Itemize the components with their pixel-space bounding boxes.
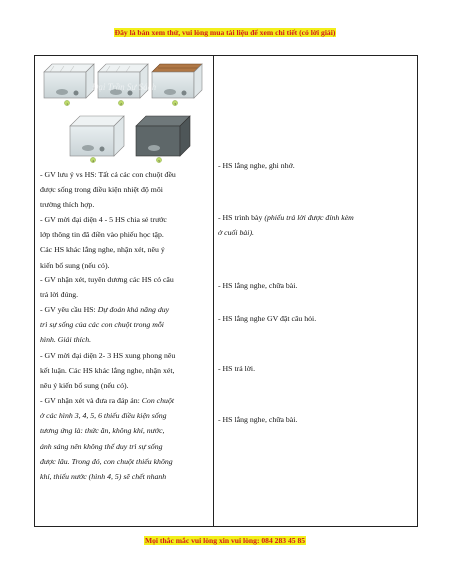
teacher-praise-paragraph — [40, 272, 208, 302]
text-line — [40, 454, 208, 469]
student-response-question: - HS lắng nghe GV đặt câu hỏi. — [218, 314, 317, 323]
teacher-conclusion-paragraph — [40, 348, 208, 394]
text-line: - GV lưu ý vs HS: Tất cả các con chuột đều — [40, 170, 176, 179]
text-line — [40, 469, 208, 484]
text-line: kiến bổ sung (nếu có). — [40, 260, 110, 270]
student-response-answer: - HS trả lời. — [218, 364, 256, 373]
text-line: - GV mời đại diện 4 - 5 HS chia sẻ trước — [40, 215, 167, 224]
italic-text: Con chuột — [141, 396, 175, 405]
text-line: nêu ý kiến bổ sung (nếu có). — [40, 381, 129, 391]
cage-3 — [152, 64, 202, 106]
teacher-note-paragraph — [40, 167, 208, 213]
text-line — [40, 332, 208, 347]
student-response-listen: - HS lắng nghe, ghi nhớ. — [218, 161, 295, 170]
text-line — [40, 393, 208, 408]
italic-text: Dự đoán khả năng duy — [97, 305, 170, 314]
cage-4 — [70, 116, 124, 163]
italic-text: ở các hình 3, 4, 5, 6 thiếu điều kiện sống — [40, 411, 167, 421]
cage-label-1: 1 — [66, 102, 68, 106]
contact-footer-banner: Mọi thắc mắc vui lòng xin vui lòng: 084 283 45 85 — [144, 536, 306, 545]
cage-label-5: 5 — [158, 159, 160, 163]
italic-text: khí, thiếu nước (hình 4, 5) sẽ chết nhanh — [40, 472, 167, 482]
mouse-cages-illustration — [40, 56, 214, 171]
italic-text: được lâu. Trong đó, con chuột thiếu không — [40, 456, 173, 466]
italic-text: ánh sáng nên không thể duy trì sự sống — [40, 441, 163, 451]
cage-label-2: 2 — [120, 102, 122, 106]
teacher-answer-paragraph — [40, 393, 208, 484]
text-line — [218, 210, 414, 225]
student-response-correct-2: - HS lắng nghe, chữa bài. — [218, 415, 298, 424]
preview-notice-banner: Đây là bản xem thử, vui lòng mua tài liệu để xem chi tiết (có lời giải) — [114, 28, 336, 37]
text-line: trả lời đúng. — [40, 290, 79, 300]
cage-5 — [136, 116, 190, 163]
text-line: kết luận. Các HS khác lắng nghe, nhận xét, — [40, 366, 175, 376]
text-line: lớp thông tin đã điền vào phiếu học tập. — [40, 230, 164, 240]
text-line — [40, 302, 208, 317]
text-line — [218, 225, 414, 240]
text-line — [40, 408, 208, 423]
text-line: - GV nhận xét, tuyên dương các HS có câu — [40, 275, 174, 284]
text-prefix: - GV nhận xét và đưa ra đáp án: — [40, 396, 142, 405]
italic-text: (phiếu trả lời được đính kèm — [264, 213, 354, 222]
lesson-table — [34, 55, 418, 527]
teacher-invite-share-paragraph — [40, 212, 208, 273]
watermark-text: Đại Trần Sư Sách — [91, 82, 157, 92]
cage-label-4: 4 — [92, 159, 94, 163]
cage-label-3: 3 — [174, 102, 176, 106]
italic-text: hình. Giải thích. — [40, 335, 92, 345]
text-line — [40, 439, 208, 454]
student-response-correct: - HS lắng nghe, chữa bài. — [218, 281, 298, 290]
text-prefix: - GV yêu cầu HS: — [40, 305, 98, 314]
text-line: trường thích hợp. — [40, 200, 95, 210]
italic-text: trì sự sống của các con chuột trong mỗi — [40, 320, 164, 330]
italic-text: tương ứng là: thức ăn, không khí, nước, — [40, 426, 165, 436]
text-line: Các HS khác lắng nghe, nhận xét, nêu ý — [40, 245, 165, 255]
cage-1 — [44, 64, 94, 106]
teacher-question-paragraph — [40, 302, 208, 348]
text-prefix: - HS trình bày — [218, 213, 265, 222]
student-response-present — [218, 210, 414, 240]
text-line: - GV mời đại diện 2- 3 HS xung phong nêu — [40, 351, 176, 360]
text-line — [40, 317, 208, 332]
text-line — [40, 423, 208, 438]
italic-text: ở cuối bài). — [218, 228, 254, 238]
text-line: được sống trong điều kiện nhiệt độ môi — [40, 185, 163, 195]
